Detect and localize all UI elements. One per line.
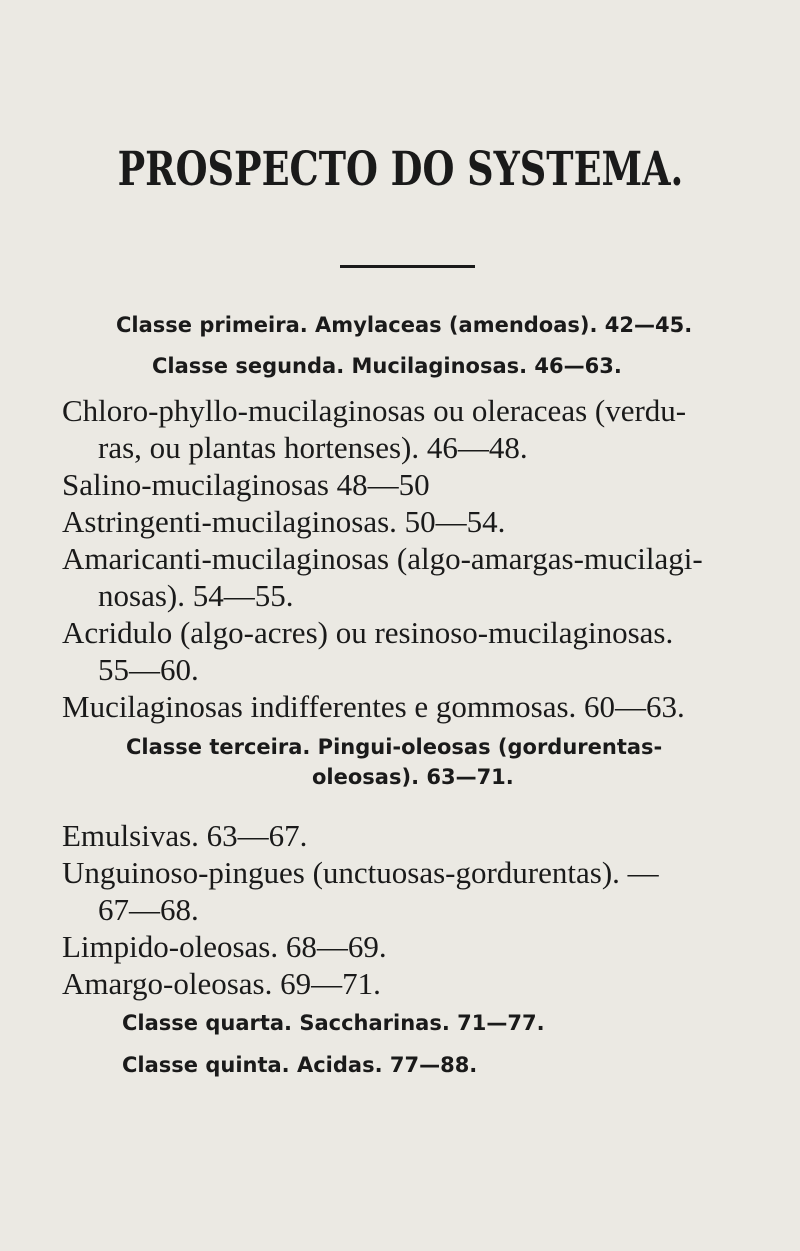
entry-astringenti: Astringenti-mucilaginosas. 50—54. (62, 504, 506, 539)
entry-amaricanti: Amaricanti-mucilaginosas (algo-amargas-mucilagi- (62, 541, 703, 576)
class-heading-terceira: Classe terceira. Pingui-oleosas (gordurentas- (126, 735, 663, 759)
entry-amargo-oleosas: Amargo-oleosas. 69—71. (62, 966, 381, 1001)
title-rule-divider (340, 265, 475, 268)
class-heading-quarta: Classe quarta. Saccharinas. 71—77. (122, 1011, 545, 1035)
entry-salino: Salino-mucilaginosas 48—50 (62, 467, 430, 502)
entry-unguinoso: Unguinoso-pingues (unctuosas-gordurentas). — (62, 855, 659, 890)
entry-acridulo: Acridulo (algo-acres) ou resinoso-mucilaginosas. (62, 615, 674, 650)
entry-chloro-phyllo-continued: ras, ou plantas hortenses). 46—48. (98, 430, 528, 465)
entry-mucilaginosas-indifferentes: Mucilaginosas indifferentes e gommosas. 60—63. (62, 689, 685, 724)
entry-emulsivas: Emulsivas. 63—67. (62, 818, 308, 853)
entry-limpido-oleosas: Limpido-oleosas. 68—69. (62, 929, 387, 964)
entry-acridulo-continued: 55—60. (98, 652, 199, 687)
class-heading-quinta: Classe quinta. Acidas. 77—88. (122, 1053, 478, 1077)
entry-unguinoso-continued: 67—68. (98, 892, 199, 927)
class-heading-terceira-continued: oleosas). 63—71. (312, 765, 514, 789)
page-title: PROSPECTO DO SYSTEMA. (117, 142, 684, 197)
class-heading-segunda: Classe segunda. Mucilaginosas. 46—63. (152, 354, 622, 378)
entry-chloro-phyllo: Chloro-phyllo-mucilaginosas ou oleraceas (verdu- (62, 393, 687, 428)
entry-amaricanti-continued: nosas). 54—55. (98, 578, 294, 613)
class-heading-primeira: Classe primeira. Amylaceas (amendoas). 42—45. (116, 313, 693, 337)
